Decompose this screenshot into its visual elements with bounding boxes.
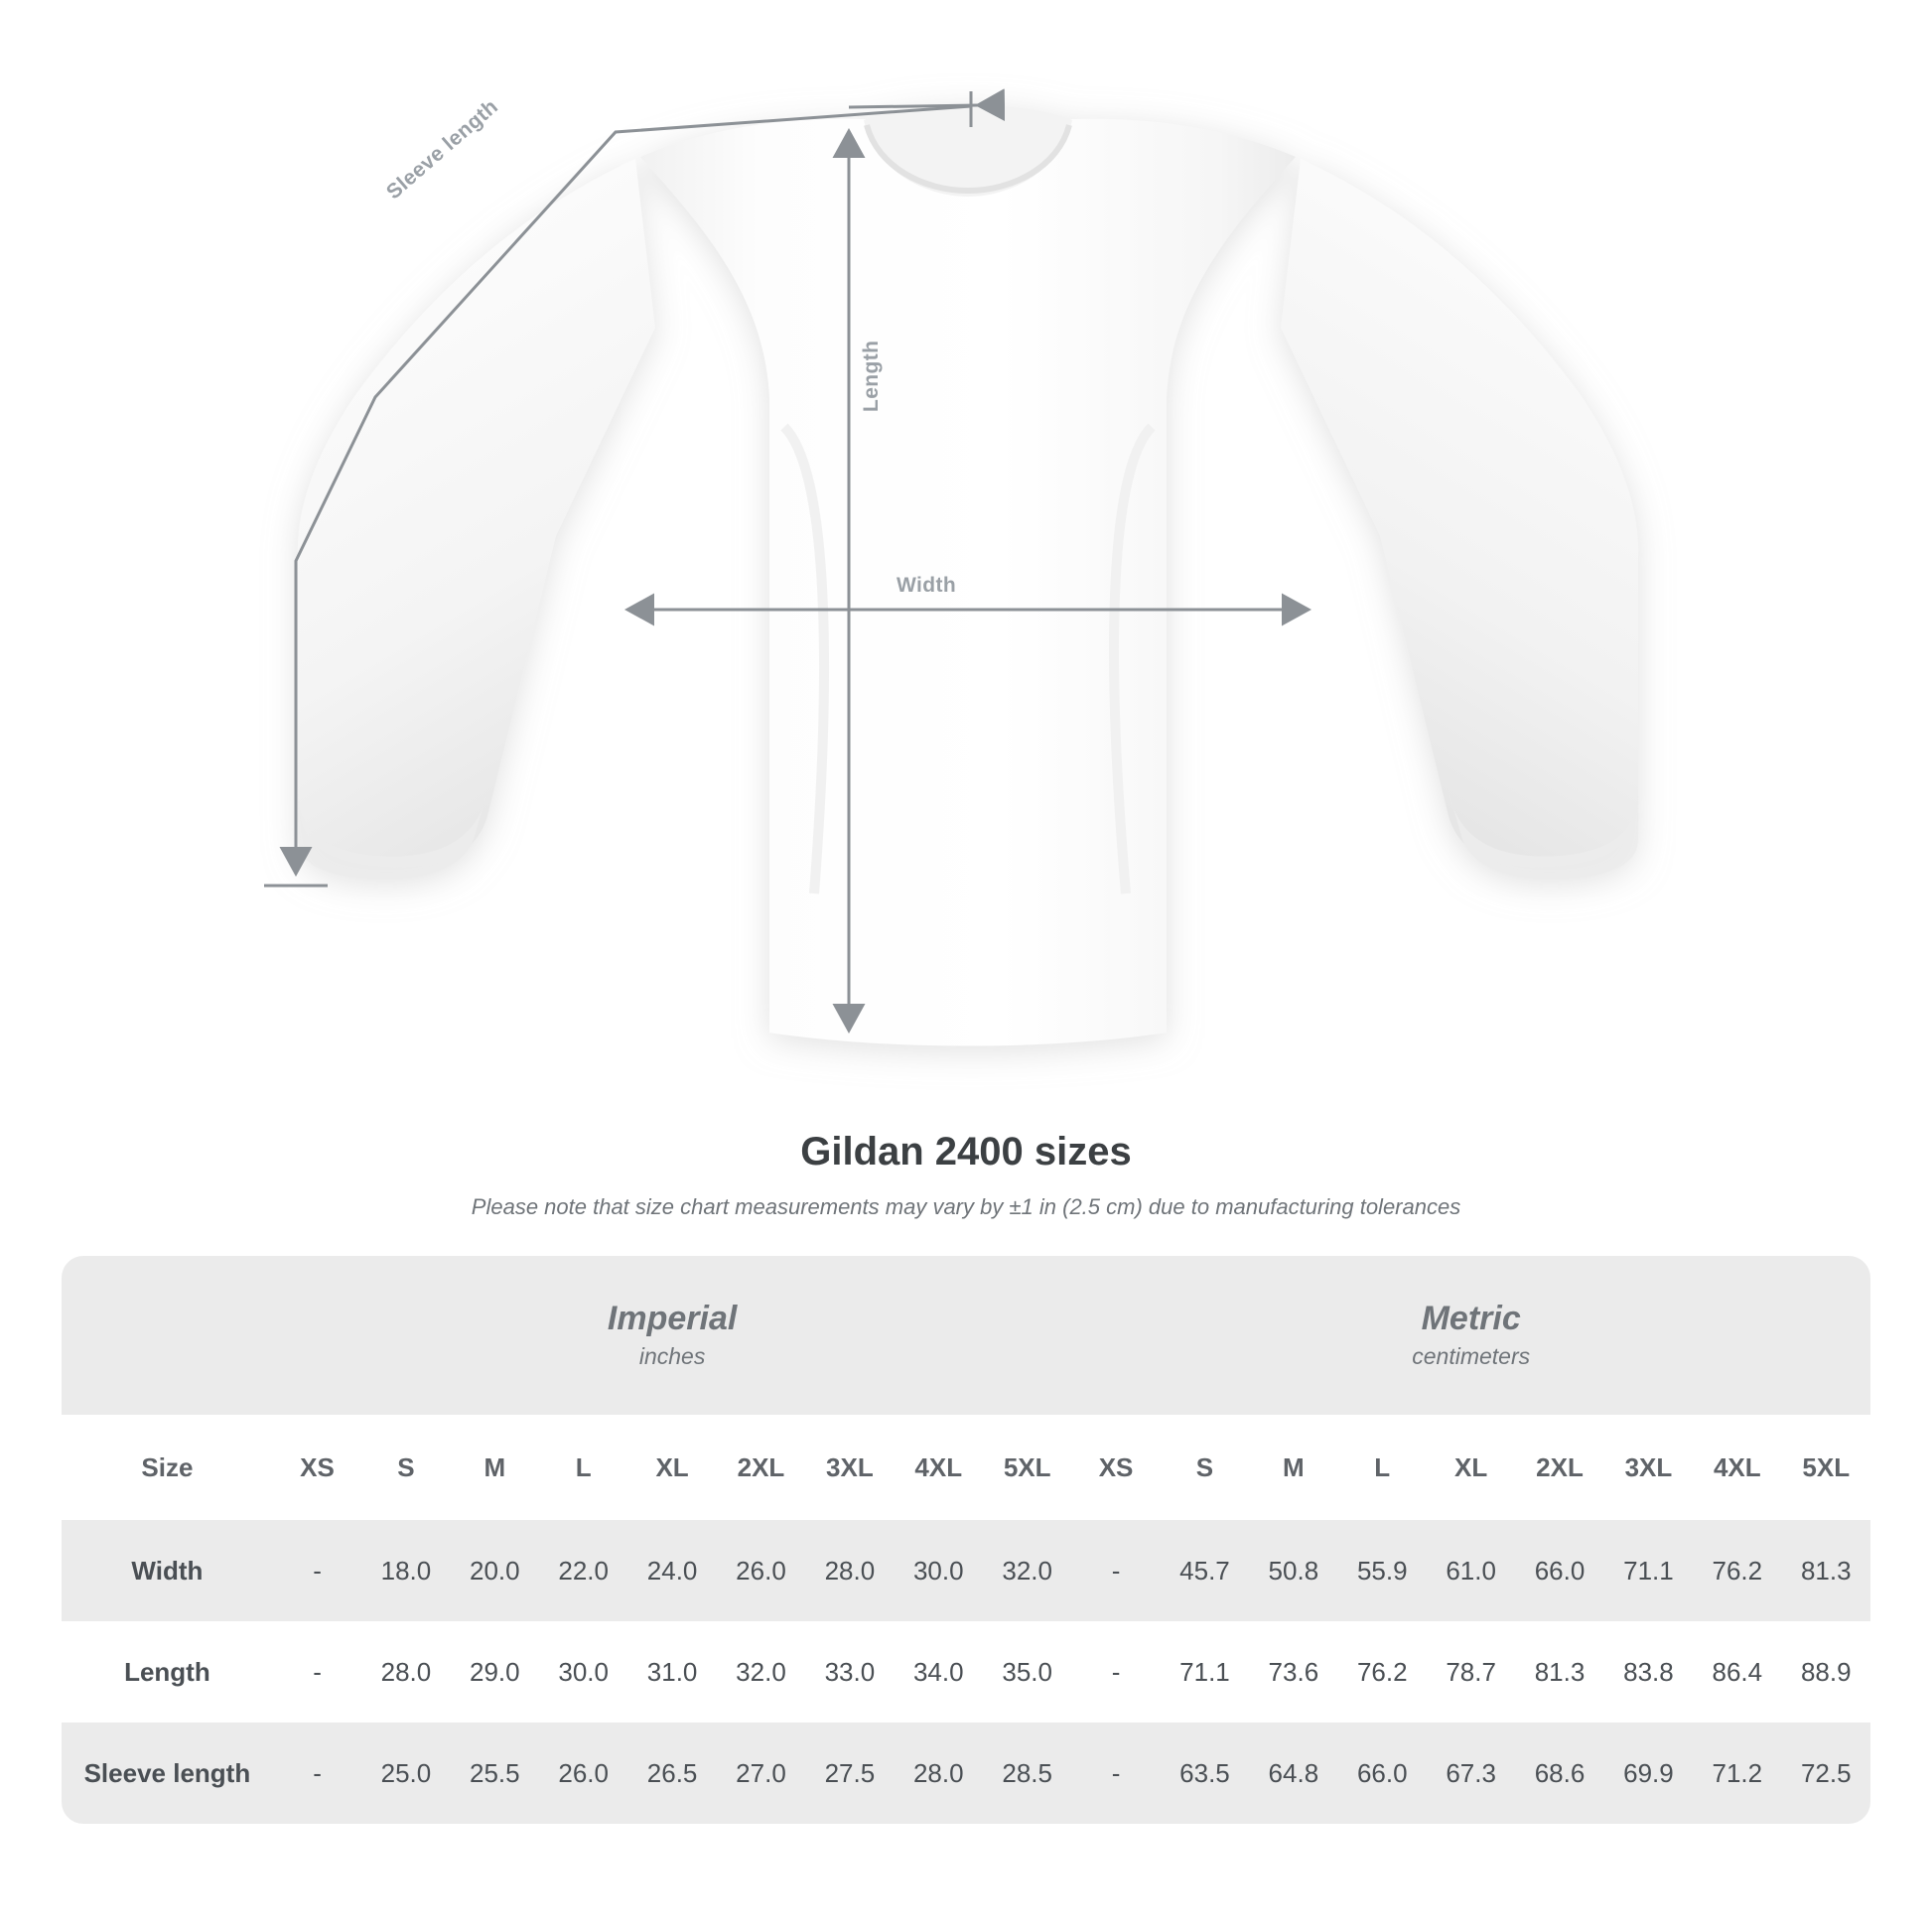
sleeve-metric-5xl: 72.5 <box>1782 1723 1871 1824</box>
size-header-metric-xl: XL <box>1427 1415 1515 1520</box>
width-metric-m: 50.8 <box>1249 1520 1337 1621</box>
table-row <box>62 1621 1870 1723</box>
size-header-metric-2xl: 2XL <box>1515 1415 1603 1520</box>
width-metric-5xl: 81.3 <box>1782 1520 1871 1621</box>
width-imperial-l: 22.0 <box>539 1520 627 1621</box>
size-header-imperial-5xl: 5XL <box>983 1415 1071 1520</box>
length-metric-3xl: 83.8 <box>1604 1621 1693 1723</box>
length-metric-4xl: 86.4 <box>1693 1621 1781 1723</box>
size-header-imperial-xs: XS <box>273 1415 361 1520</box>
imperial-unit: inches <box>638 1343 706 1369</box>
width-imperial-xs: - <box>273 1520 361 1621</box>
sleeve-metric-4xl: 71.2 <box>1693 1723 1781 1824</box>
width-metric-3xl: 71.1 <box>1604 1520 1693 1621</box>
width-metric-l: 55.9 <box>1338 1520 1427 1621</box>
sleeve-imperial-3xl: 27.5 <box>805 1723 894 1824</box>
width-imperial-2xl: 26.0 <box>717 1520 805 1621</box>
imperial-title: Imperial <box>607 1299 738 1337</box>
metric-title: Metric <box>1421 1299 1521 1337</box>
imperial-group-header <box>273 1256 1072 1415</box>
length-imperial-xs: - <box>273 1621 361 1723</box>
size-header-imperial-l: L <box>539 1415 627 1520</box>
length-imperial-xl: 31.0 <box>627 1621 716 1723</box>
length-metric-2xl: 81.3 <box>1515 1621 1603 1723</box>
length-metric-m: 73.6 <box>1249 1621 1337 1723</box>
width-dimension-label: Width <box>897 574 957 597</box>
size-chart-table <box>62 1256 1870 1824</box>
width-metric-xl: 61.0 <box>1427 1520 1515 1621</box>
length-imperial-m: 29.0 <box>451 1621 539 1723</box>
length-metric-xl: 78.7 <box>1427 1621 1515 1723</box>
sleeve-length-dimension-label: Sleeve length <box>382 94 503 205</box>
length-metric-l: 76.2 <box>1338 1621 1427 1723</box>
size-header-metric-4xl: 4XL <box>1693 1415 1781 1520</box>
sleeve-metric-xs: - <box>1071 1723 1160 1824</box>
metric-group-header <box>1071 1256 1870 1415</box>
row-label-length: Length <box>62 1621 273 1723</box>
table-row <box>62 1520 1870 1621</box>
width-imperial-4xl: 30.0 <box>895 1520 983 1621</box>
size-header-metric-l: L <box>1338 1415 1427 1520</box>
page-title: Gildan 2400 sizes <box>800 1130 1132 1173</box>
length-dimension-label: Length <box>860 340 883 412</box>
width-imperial-m: 20.0 <box>451 1520 539 1621</box>
size-header-imperial-m: M <box>451 1415 539 1520</box>
size-header-metric-5xl: 5XL <box>1782 1415 1871 1520</box>
table-row <box>62 1723 1870 1824</box>
length-imperial-s: 28.0 <box>361 1621 450 1723</box>
sleeve-imperial-5xl: 28.5 <box>983 1723 1071 1824</box>
size-header-metric-3xl: 3XL <box>1604 1415 1693 1520</box>
width-imperial-xl: 24.0 <box>627 1520 716 1621</box>
sleeve-imperial-m: 25.5 <box>451 1723 539 1824</box>
sleeve-imperial-xl: 26.5 <box>627 1723 716 1824</box>
size-header-imperial-xl: XL <box>627 1415 716 1520</box>
size-header-row <box>62 1415 1870 1520</box>
length-imperial-3xl: 33.0 <box>805 1621 894 1723</box>
size-table-wrapper <box>62 1256 1870 1824</box>
size-header-imperial-4xl: 4XL <box>895 1415 983 1520</box>
size-header-imperial-3xl: 3XL <box>805 1415 894 1520</box>
length-imperial-4xl: 34.0 <box>895 1621 983 1723</box>
sleeve-imperial-4xl: 28.0 <box>895 1723 983 1824</box>
size-header-imperial-s: S <box>361 1415 450 1520</box>
length-metric-s: 71.1 <box>1161 1621 1249 1723</box>
length-imperial-5xl: 35.0 <box>983 1621 1071 1723</box>
sleeve-metric-2xl: 68.6 <box>1515 1723 1603 1824</box>
sleeve-imperial-l: 26.0 <box>539 1723 627 1824</box>
unit-header-row <box>62 1256 1870 1415</box>
sleeve-imperial-s: 25.0 <box>361 1723 450 1824</box>
width-metric-2xl: 66.0 <box>1515 1520 1603 1621</box>
width-imperial-3xl: 28.0 <box>805 1520 894 1621</box>
sleeve-imperial-2xl: 27.0 <box>717 1723 805 1824</box>
sleeve-metric-s: 63.5 <box>1161 1723 1249 1824</box>
length-imperial-2xl: 32.0 <box>717 1621 805 1723</box>
length-metric-5xl: 88.9 <box>1782 1621 1871 1723</box>
size-header-metric-m: M <box>1249 1415 1337 1520</box>
sleeve-imperial-xs: - <box>273 1723 361 1824</box>
sleeve-metric-xl: 67.3 <box>1427 1723 1515 1824</box>
width-imperial-5xl: 32.0 <box>983 1520 1071 1621</box>
width-metric-xs: - <box>1071 1520 1160 1621</box>
length-imperial-l: 30.0 <box>539 1621 627 1723</box>
width-metric-4xl: 76.2 <box>1693 1520 1781 1621</box>
sleeve-metric-m: 64.8 <box>1249 1723 1337 1824</box>
tolerance-note: Please note that size chart measurements may vary by ±1 in (2.5 cm) due to manufacturing tolerances <box>471 1194 1461 1219</box>
size-header-metric-s: S <box>1161 1415 1249 1520</box>
size-header-imperial-2xl: 2XL <box>717 1415 805 1520</box>
sleeve-metric-3xl: 69.9 <box>1604 1723 1693 1824</box>
width-imperial-s: 18.0 <box>361 1520 450 1621</box>
row-label-width: Width <box>62 1520 273 1621</box>
size-header-metric-xs: XS <box>1071 1415 1160 1520</box>
row-label-sleeve-length: Sleeve length <box>62 1723 273 1824</box>
unit-header-spacer <box>62 1256 273 1415</box>
width-metric-s: 45.7 <box>1161 1520 1249 1621</box>
length-metric-xs: - <box>1071 1621 1160 1723</box>
sleeve-metric-l: 66.0 <box>1338 1723 1427 1824</box>
metric-unit: centimeters <box>1412 1343 1531 1369</box>
size-header-label: Size <box>62 1415 273 1520</box>
title-block <box>0 1130 1932 1220</box>
